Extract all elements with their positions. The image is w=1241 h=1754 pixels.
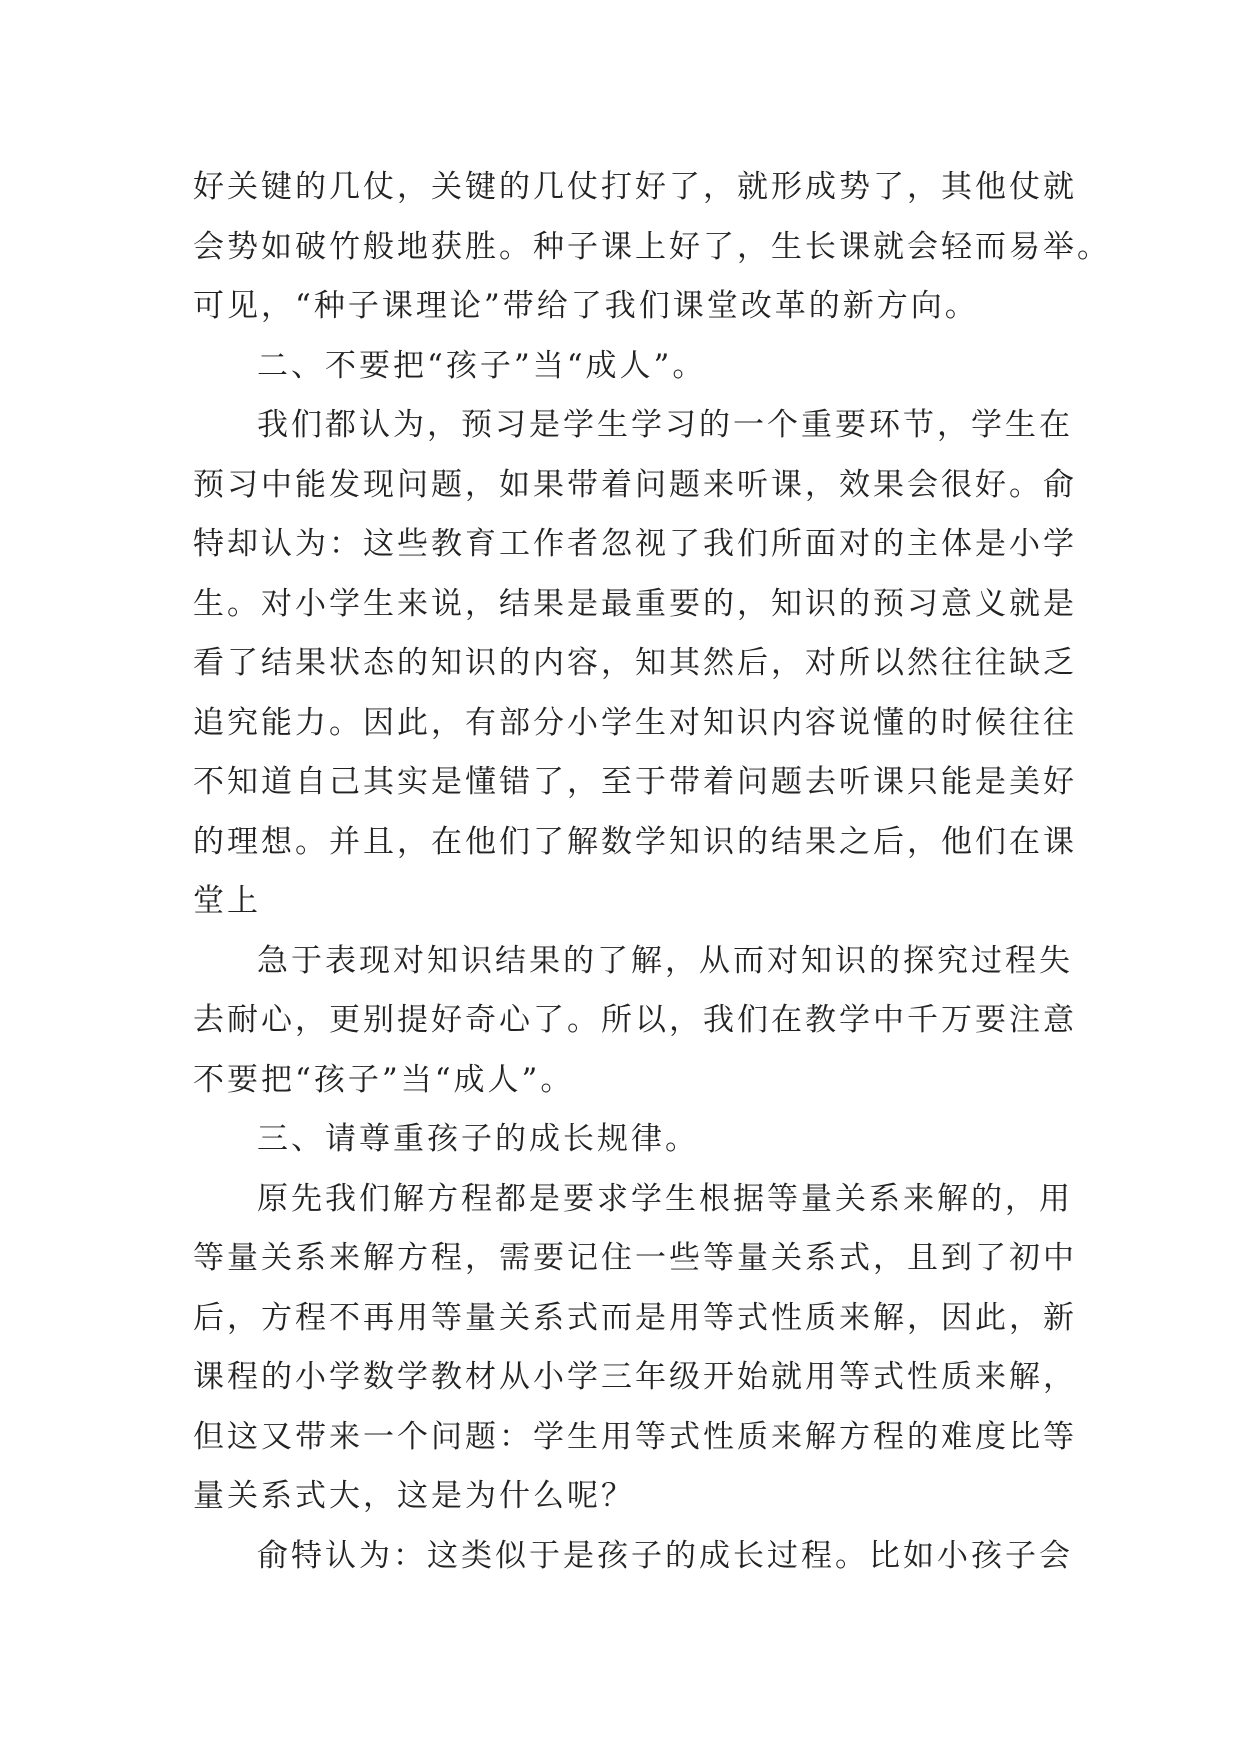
paragraph	[193, 1229, 1077, 1527]
paragraph	[193, 932, 1073, 992]
paragraph	[193, 1527, 1073, 1587]
text-line: 生。对小学生来说，结果是最重要的，知识的预习意义就是	[193, 585, 1077, 622]
text-line: 俞特认为：这类似于是孩子的成长过程。比如小孩子会	[257, 1537, 1073, 1574]
text-line: 二、不要把“孩子”当“成人”。	[257, 347, 707, 384]
text-line: 特却认为：这些教育工作者忽视了我们所面对的主体是小学	[193, 526, 1077, 562]
text-line: 会势如破竹般地获胜。种子课上好了，生长课就会轻而易举。	[193, 228, 1111, 265]
text-line: 去耐心，更别提好奇心了。所以，我们在教学中千万要注意	[193, 1002, 1077, 1038]
text-line: 好关键的几仗，关键的几仗打好了，就形成势了，其他仗就	[193, 169, 1077, 205]
text-line: 但这又带来一个问题：学生用等式性质来解方程的难度比等	[193, 1418, 1077, 1455]
paragraph	[193, 158, 1111, 337]
text-line: 后，方程不再用等量关系式而是用等式性质来解，因此，新	[193, 1299, 1077, 1336]
document-body	[193, 158, 1111, 1586]
text-line: 急于表现对知识结果的了解，从而对知识的探究过程失	[257, 942, 1073, 979]
paragraph	[193, 991, 1077, 1110]
text-line: 不知道自己其实是懂错了，至于带着问题去听课只能是美好	[193, 764, 1077, 800]
paragraph	[193, 456, 1077, 932]
text-line: 课程的小学数学教材从小学三年级开始就用等式性质来解，	[193, 1359, 1077, 1395]
text-line: 的理想。并且，在他们了解数学知识的结果之后，他们在课	[193, 823, 1077, 860]
paragraph	[193, 337, 1053, 397]
text-line: 追究能力。因此，有部分小学生对知识内容说懂的时候往往	[193, 704, 1077, 741]
text-line: 可见，“种子课理论”带给了我们课堂改革的新方向。	[193, 288, 979, 324]
paragraph	[193, 1170, 1073, 1230]
text-line: 不要把“孩子”当“成人”。	[193, 1061, 575, 1098]
text-line: 预习中能发现问题，如果带着问题来听课，效果会很好。俞	[193, 466, 1077, 503]
paragraph	[193, 396, 1073, 456]
text-line: 原先我们解方程都是要求学生根据等量关系来解的，用	[257, 1180, 1073, 1217]
text-line: 等量关系来解方程，需要记住一些等量关系式，且到了初中	[193, 1240, 1077, 1276]
text-line: 堂上	[193, 883, 261, 919]
text-line: 三、请尊重孩子的成长规律。	[257, 1121, 699, 1157]
text-line: 看了结果状态的知识的内容，知其然后，对所以然往往缺乏	[193, 645, 1077, 681]
text-line: 我们都认为，预习是学生学习的一个重要环节，学生在	[257, 407, 1073, 443]
text-line: 量关系式大，这是为什么呢？	[193, 1478, 635, 1514]
paragraph	[193, 1110, 1053, 1170]
